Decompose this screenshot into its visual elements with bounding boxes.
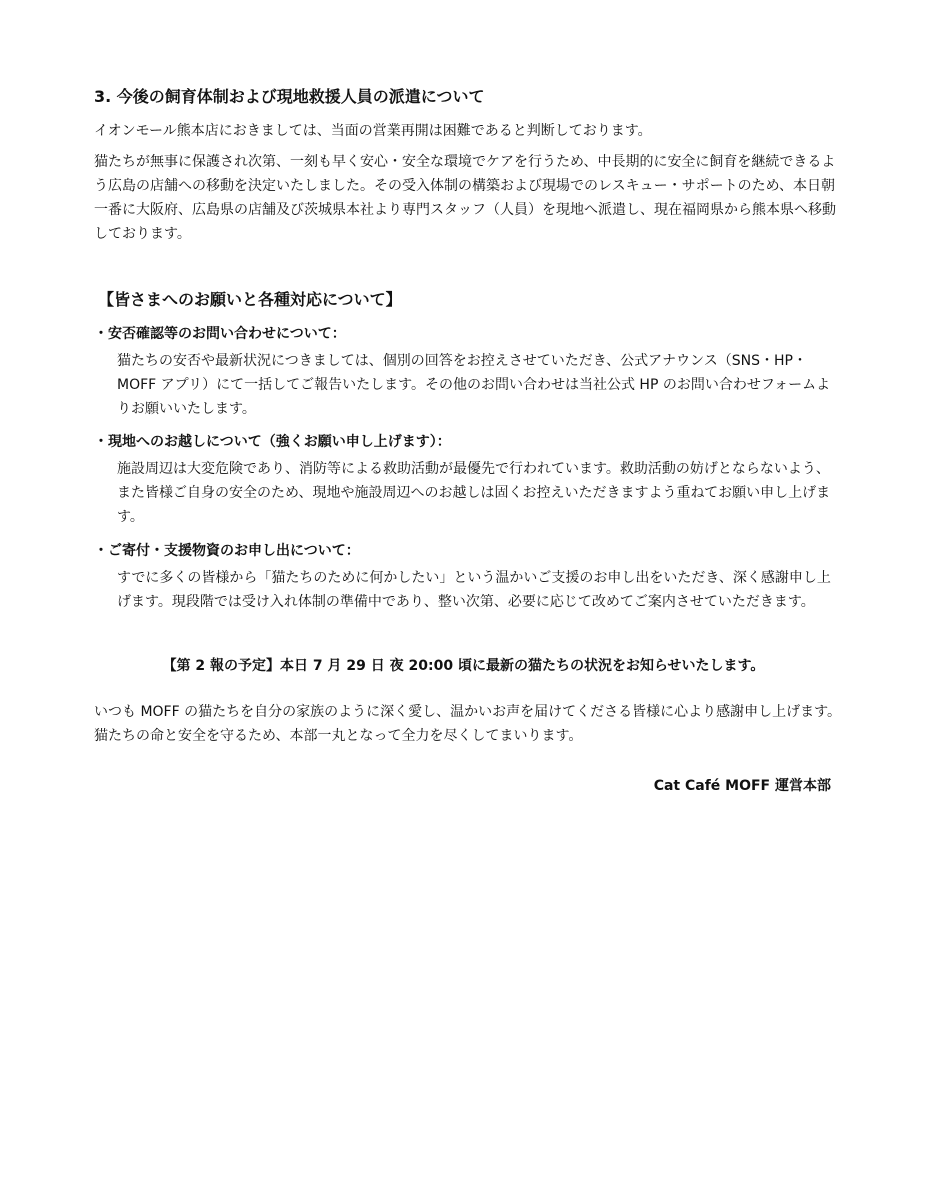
requests-heading: 【皆さまへのお願いと各種対応について】	[98, 290, 402, 309]
section-3-heading: 3. 今後の飼育体制および現地救援人員の派遣について	[94, 87, 485, 106]
closing-message: いつも MOFF の猫たちを自分の家族のように深く愛し、温かいお声を届けてくださる皆様に心より感謝申し上げます。猫たちの命と安全を守るため、本部一丸となって全力を尽くしてまいります。	[94, 704, 841, 744]
request-item-donations-title: ・ご寄付・支援物資のお申し出について：	[94, 543, 360, 559]
request-item-inquiries-body: 猫たちの安否や最新状況につきましては、個別の回答をお控えさせていただき、公式アナウンス（SNS・HP・MOFF アプリ）にて一括してご報告いたします。その他のお問い合わせは当社公式 HP のお問い合わせフォームよりお願いいたします。	[117, 353, 831, 417]
request-item-inquiries-title: ・安否確認等のお問い合わせについて：	[94, 326, 346, 342]
signature: Cat Café MOFF 運営本部	[653, 778, 831, 794]
second-report-notice: 【第 2 報の予定】本日 7 月 29 日 夜 20:00 頃に最新の猫たちの状況をお知らせいたします。	[162, 658, 765, 674]
request-item-visits-body: 施設周辺は大変危険であり、消防等による救助活動が最優先で行われています。救助活動の妨げとならないよう、また皆様ご自身の安全のため、現地や施設周辺へのお越しは固くお控えいただきますよう重ねてお願い申し上げます。	[117, 461, 831, 525]
section-3-paragraph-1: イオンモール熊本店におきましては、当面の営業再開は困難であると判断しております。	[94, 123, 652, 139]
request-item-donations-body: すでに多くの皆様から「猫たちのために何かしたい」という温かいご支援のお申し出をいただき、深く感謝申し上げます。現段階では受け入れ体制の準備中であり、整い次第、必要に応じて改めてご案内させていただきます。	[117, 570, 831, 610]
section-3-paragraph-2: 猫たちが無事に保護され次第、一刻も早く安心・安全な環境でケアを行うため、中長期的に安全に飼育を継続できるよう広島の店舗への移動を決定いたしました。その受入体制の構築および現場でのレスキュー・サポートのため、本日朝一番に大阪府、広島県の店舗及び茨城県本社より専門スタッフ（人員）を現地へ派遣し、現在福岡県から熊本県へ移動しております。	[94, 154, 836, 242]
request-item-visits-title: ・現地へのお越しについて（強くお願い申し上げます）：	[94, 434, 451, 450]
